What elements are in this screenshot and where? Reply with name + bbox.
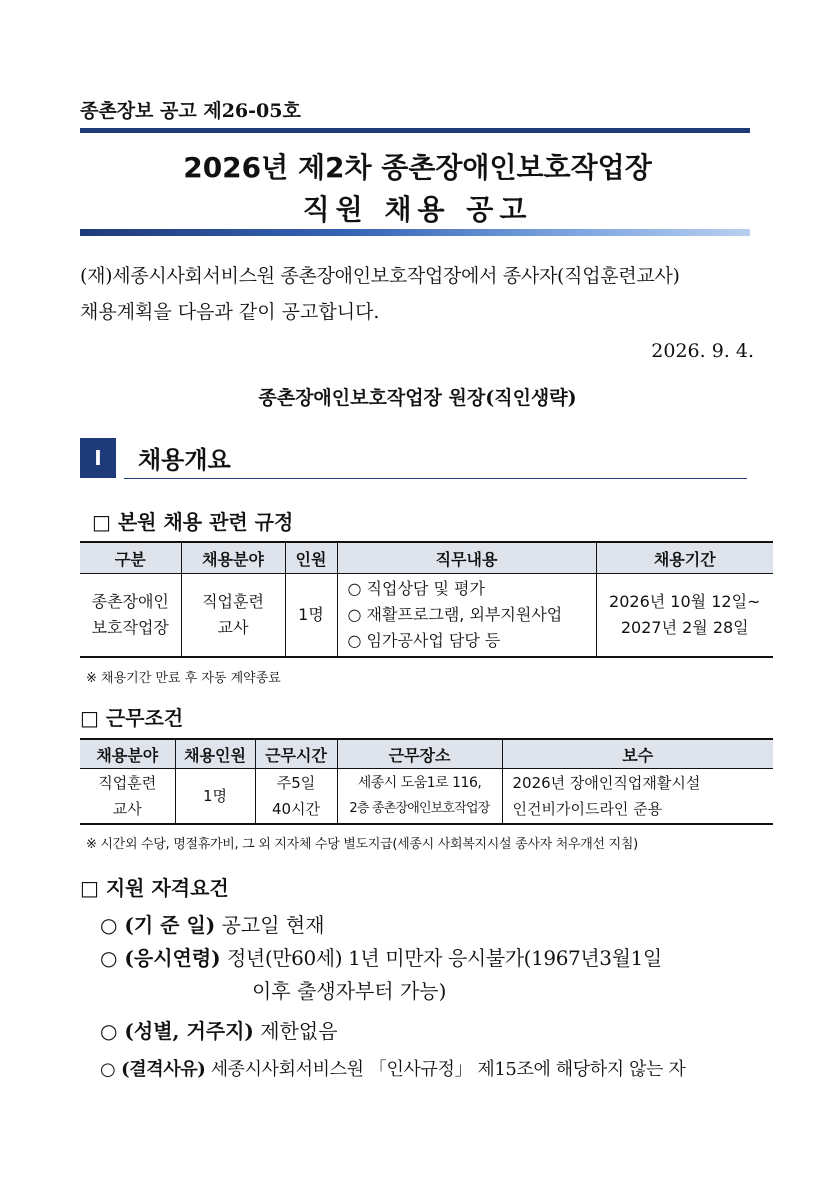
header-cell: 채용분야 [181,542,285,574]
recruitment-table [80,541,773,658]
criterion-item [100,1015,338,1044]
cell-field [181,574,285,658]
cell-duty [337,574,596,658]
cell-text: ○ 재활프로그램, 외부지원사업 [347,605,563,624]
title-rule-bottom [80,229,750,236]
section-underline [124,478,747,479]
cell-count: 1명 [285,574,337,658]
intro-line: 채용계획을 다음과 같이 공고합니다. [80,301,380,323]
header-cell: 구분 [80,542,181,574]
cell-field [80,769,175,825]
criterion-label: ○ (응시연령) [100,946,221,970]
table-header-row [80,542,773,574]
table-row [80,769,773,825]
cell-text: 교사 [217,618,249,637]
criterion-label: ○ (결격사유) [100,1059,206,1080]
subsection-title-qualifications: □ 지원 자격요건 [80,876,229,900]
header-cell: 보수 [502,739,773,769]
table-note: ※ 시간외 수당, 명절휴가비, 그 외 지자체 수당 별도지급(세종시 사회복지시설 종사자 처우개선 지침) [86,837,638,852]
header-cell: 채용기간 [596,542,773,574]
cell-text: 보호작업장 [91,618,169,637]
cell-pay [502,769,773,825]
cell-text: 2026년 10월 12일~ [609,592,761,611]
header-cell: 인원 [285,542,337,574]
cell-gubun [80,574,181,658]
criterion-item [100,1055,765,1081]
header-cell: 채용인원 [175,739,255,769]
title-rule-top [80,128,750,133]
criterion-label: ○ (성별, 거주지) [100,1019,254,1043]
subsection-title-regulations: □ 본원 채용 관련 규정 [92,510,294,534]
page-title-line2: 직원 채용 공고 [302,193,533,226]
cell-text: 종촌장애인 [91,592,169,611]
cell-text: 주5일 [276,774,316,792]
page-title-line1: 2026년 제2차 종촌장애인보호작업장 [183,151,652,184]
section-number-badge: Ⅰ [80,438,116,478]
cell-text: 2026년 장애인직업재활시설 [512,774,701,792]
intro-line: (재)세종시사회서비스원 종촌장애인보호작업장에서 종사자(직업훈련교사) [80,265,680,287]
cell-text: 직업훈련 [202,592,264,611]
criterion-label: ○ (기 준 일) [100,913,216,937]
criterion-text: 제한없음 [260,1019,338,1043]
criterion-item [100,942,765,971]
table-row [80,574,773,658]
cell-text: 인건비가이드라인 준용 [512,800,663,818]
notice-date: 2026. 9. 4. [651,340,754,362]
section-title: 채용개요 [138,446,231,474]
table-note: ※ 채용기간 만료 후 자동 계약종료 [86,671,281,686]
header-cell: 직무내용 [337,542,596,574]
cell-count: 1명 [175,769,255,825]
cell-text: 교사 [112,800,142,818]
cell-period [596,574,773,658]
cell-place [337,769,502,825]
header-cell: 근무장소 [337,739,502,769]
cell-hours [255,769,337,825]
cell-text: 세종시 도움1로 116, [357,775,482,791]
table-header-row [80,739,773,769]
conditions-table [80,738,773,825]
criterion-text: 세종시사회서비스원 「인사규정」 제15조에 해당하지 않는 자 [210,1059,686,1080]
intro-paragraph [80,258,760,330]
signer: 종촌장애인보호작업장 원장(직인생략) [258,387,577,409]
notice-number: 종촌장보 공고 제26-05호 [80,100,301,122]
cell-text: ○ 직업상담 및 평가 [347,579,485,598]
cell-text: 2027년 2월 28일 [620,618,749,637]
header-cell: 채용분야 [80,739,175,769]
cell-text: 직업훈련 [98,774,157,792]
criterion-item [100,909,325,938]
header-cell: 근무시간 [255,739,337,769]
criterion-text: 공고일 현재 [221,913,325,937]
criterion-text-continued: 이후 출생자부터 가능) [252,979,447,1003]
cell-text: ○ 임가공사업 담당 등 [347,631,501,650]
cell-text: 40시간 [271,800,321,818]
cell-text: 2층 종촌장애인보호작업장 [349,801,490,816]
criterion-text: 정년(만60세) 1년 미만자 응시불가(1967년3월1일 [226,946,662,970]
subsection-title-conditions: □ 근무조건 [80,706,184,730]
